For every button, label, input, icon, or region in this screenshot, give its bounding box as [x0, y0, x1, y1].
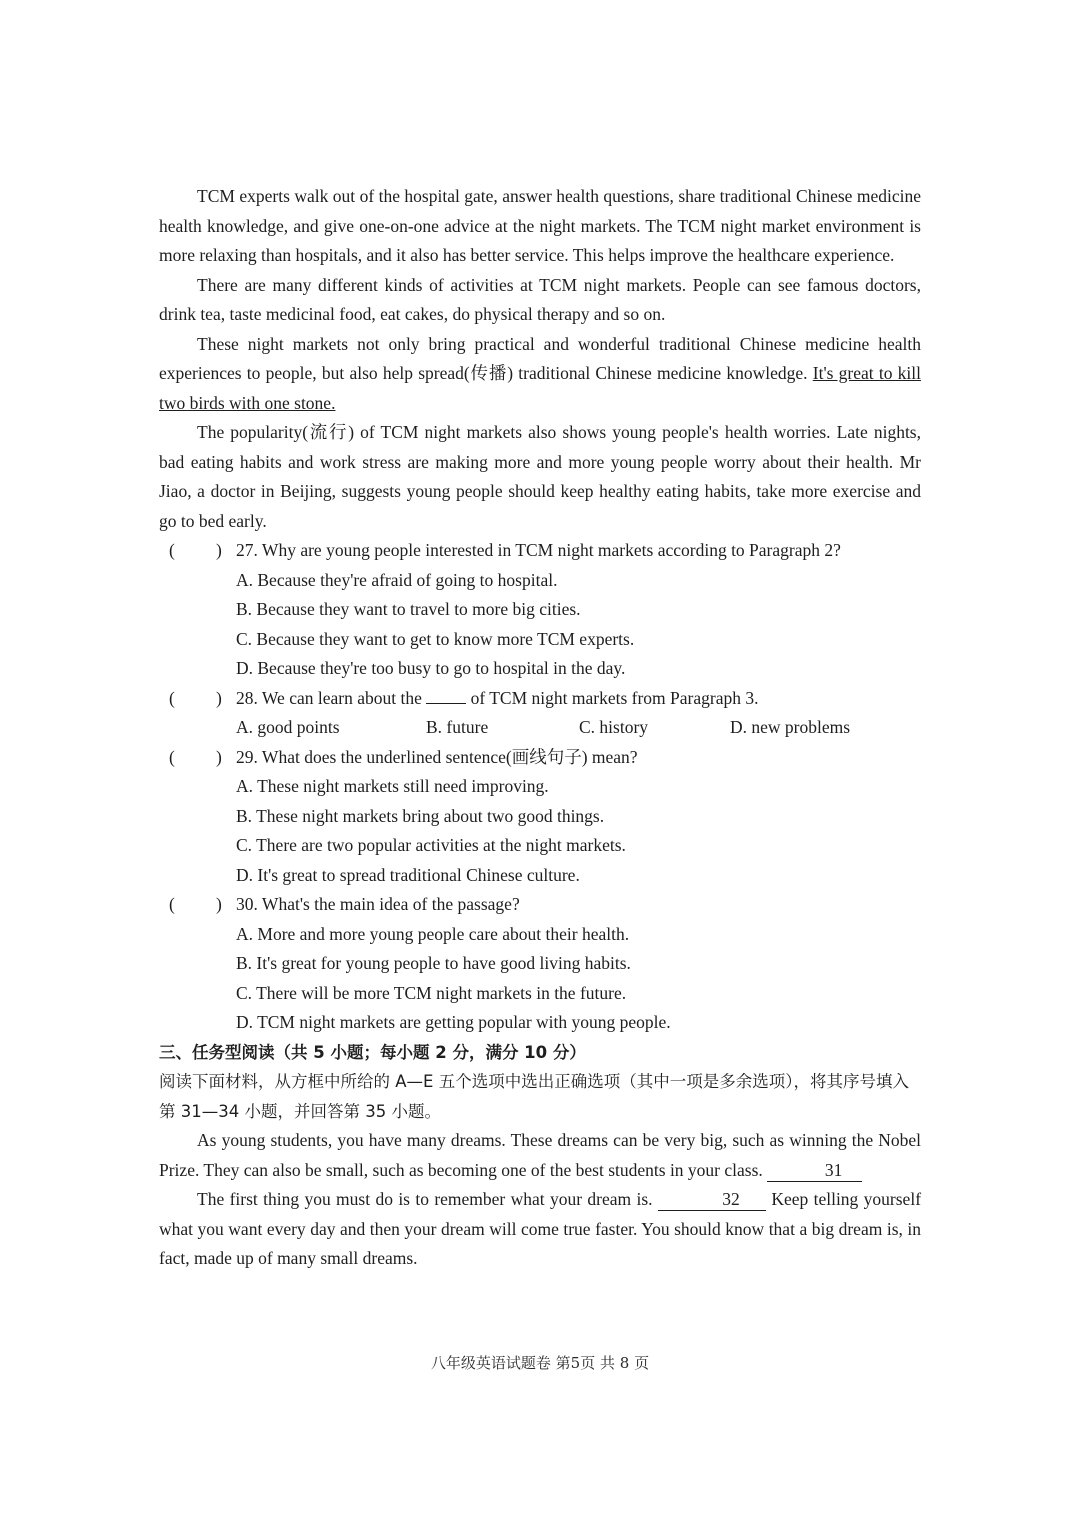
- fill-blank-line: [426, 685, 466, 704]
- option-29-c: C. There are two popular activities at the night markets.: [236, 835, 626, 855]
- question-30: [159, 890, 921, 920]
- section-3-paragraph-2: [159, 1185, 921, 1274]
- answer-paren-right: ): [216, 687, 222, 708]
- answer-paren-left: (: [169, 894, 175, 914]
- question-29: [159, 743, 921, 773]
- section-3-paragraph-2-start: The first thing you must do is to remember what your dream is.: [197, 1189, 653, 1209]
- option-27-d: D. Because they're too busy to go to hospital in the day.: [236, 658, 626, 678]
- option-29-b: B. These night markets bring about two good things.: [236, 805, 605, 826]
- passage-paragraph-4: The popularity(流行) of TCM night markets also shows young people's health worries. Late nights, bad eating habits and work stress are making more and more young people worry about their health. Mr Jiao, a doctor in Beijing, suggests young people should keep healthy eating habits, take more exercise and go to bed early.: [159, 422, 921, 531]
- passage-paragraph-3: [159, 330, 921, 419]
- answer-paren-left: (: [169, 687, 175, 708]
- option-27-b: B. Because they want to travel to more big cities.: [236, 599, 581, 619]
- options-28-row: [159, 713, 921, 743]
- question-29-stem: 29. What does the underlined sentence(画线句子) mean?: [236, 746, 638, 767]
- question-28-stem-end: of TCM night markets from Paragraph 3.: [466, 687, 759, 708]
- paragraph-3-text: These night markets not only bring practical and wonderful traditional Chinese medicine health experiences to people, but also help spread(传播) traditional Chinese medicine knowledge.: [159, 333, 921, 383]
- option-27-c: C. Because they want to get to know more TCM experts.: [236, 628, 635, 649]
- question-27: [159, 536, 921, 566]
- section-3-instructions: 阅读下面材料，从方框中所给的 A—E 五个选项中选出正确选项（其中一项是多余选项），将其序号填入第 31—34 小题，并回答第 35 小题。: [159, 1072, 909, 1121]
- section-3-paragraph-2-end: Keep telling yourself what you want every day and then your dream will come true faster. You should know that a big dream is, in fact, made up of many small dreams.: [159, 1189, 922, 1268]
- answer-paren-right: ): [216, 540, 222, 560]
- exam-page: [159, 182, 921, 1274]
- question-28: [159, 684, 921, 714]
- option-30-b: B. It's great for young people to have good living habits.: [236, 953, 631, 973]
- option-27-a: A. Because they're afraid of going to hospital.: [236, 569, 558, 590]
- question-28-stem-start: 28. We can learn about the: [236, 687, 427, 708]
- answer-paren-left: (: [169, 746, 175, 767]
- underlined-sentence: It's great to kill two birds with one stone.: [159, 363, 921, 413]
- passage-paragraph-2: There are many different kinds of activities at TCM night markets. People can see famous doctors, drink tea, taste medicinal food, eat cakes, do physical therapy and so on.: [159, 274, 921, 324]
- blank-31: 31: [767, 1159, 862, 1182]
- answer-paren-right: ): [216, 894, 222, 914]
- option-28-b: B. future: [426, 717, 489, 737]
- passage-paragraph-1: TCM experts walk out of the hospital gate, answer health questions, share traditional Chinese medicine health knowledge, and give one-on-one advice at the night markets. The TCM night market environment is more relaxing than hospitals, and it also has better service. This helps improve the healthcare experience.: [159, 186, 921, 265]
- option-28-d: D. new problems: [730, 717, 851, 737]
- question-27-stem: 27. Why are young people interested in TCM night markets according to Paragraph 2?: [236, 540, 841, 560]
- option-28-a: A. good points: [236, 717, 340, 737]
- option-30-c: C. There will be more TCM night markets in the future.: [236, 982, 627, 1003]
- section-3-paragraph-1-text: As young students, you have many dreams. These dreams can be very big, such as winning the Nobel Prize. They can also be small, such as becoming one of the best students in your class.: [159, 1130, 921, 1180]
- option-30-a: A. More and more young people care about their health.: [236, 923, 630, 944]
- option-29-d: D. It's great to spread traditional Chinese culture.: [236, 864, 580, 885]
- section-3-paragraph-1: [159, 1126, 921, 1185]
- option-28-c: C. history: [579, 717, 649, 737]
- page-footer: 八年级英语试题卷 第5页 共 8 页: [430, 1354, 650, 1372]
- option-30-d: D. TCM night markets are getting popular with young people.: [236, 1012, 671, 1032]
- blank-32: 32: [658, 1188, 766, 1211]
- answer-paren-right: ): [216, 746, 222, 767]
- section-3-title: 三、任务型阅读（共 5 小题；每小题 2 分，满分 10 分）: [159, 1042, 586, 1062]
- answer-paren-left: (: [169, 540, 175, 560]
- option-29-a: A. These night markets still need improving.: [236, 776, 549, 796]
- question-30-stem: 30. What's the main idea of the passage?: [236, 894, 520, 914]
